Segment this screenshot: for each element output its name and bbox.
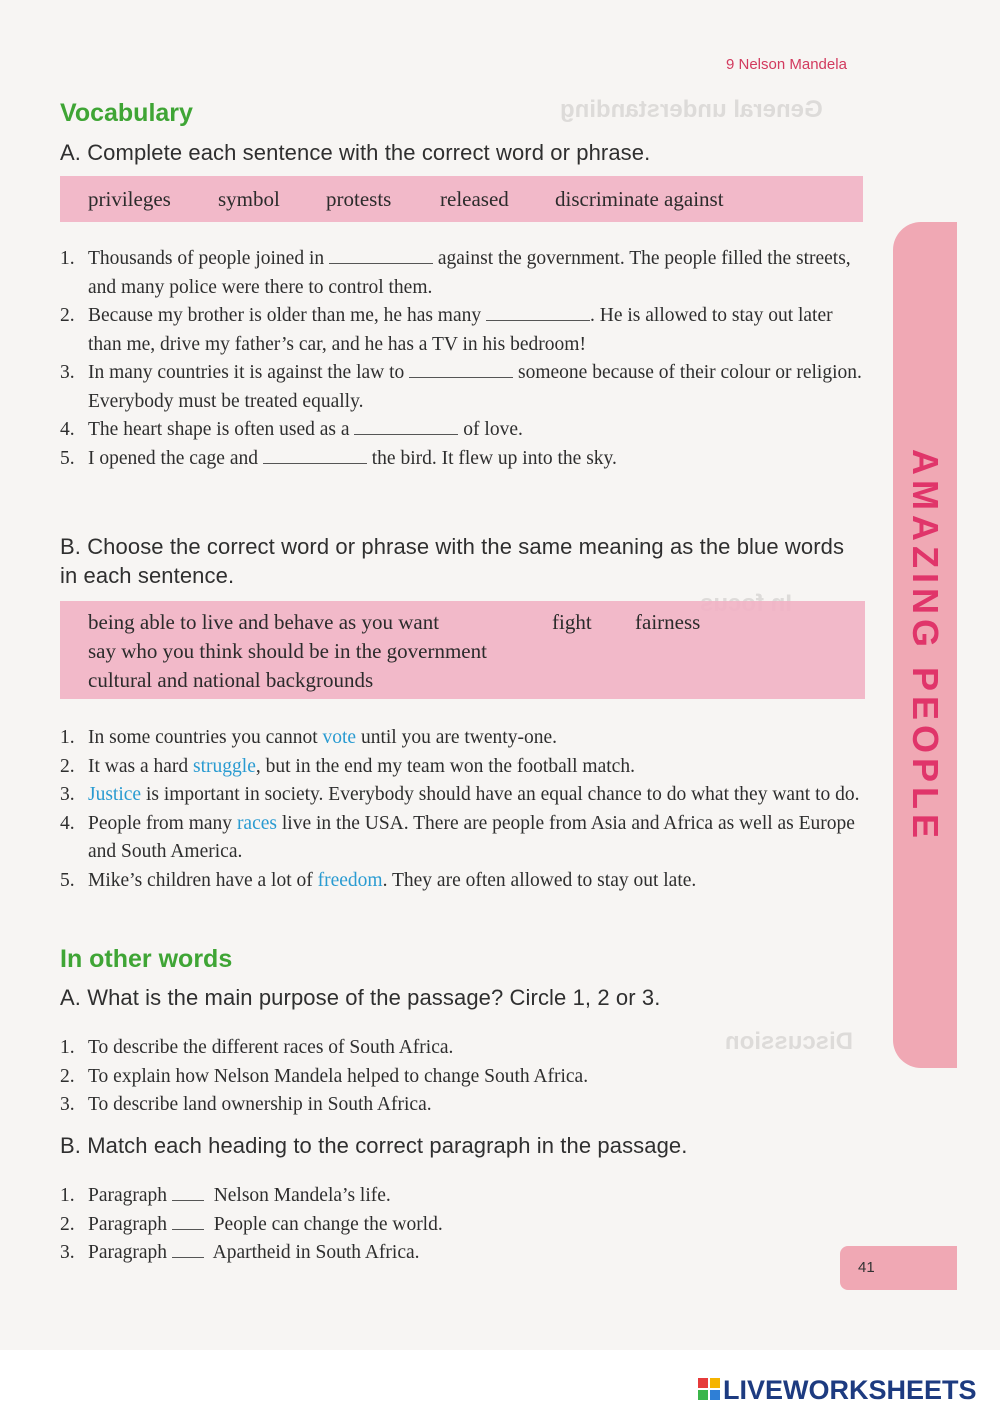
question-text: of love. <box>463 419 523 440</box>
running-head: 9 Nelson Mandela <box>726 56 847 73</box>
question-item: 4. People from many races live in the USA. There are people from Asia and Africa as well as Europe and South America. <box>60 812 855 862</box>
blue-word[interactable]: vote <box>322 727 357 748</box>
option-item: cultural and national backgrounds <box>88 668 374 692</box>
page-number: 41 <box>858 1259 875 1276</box>
other-b-instruction: B. Match each heading to the correct paragraph in the passage. <box>60 1133 688 1158</box>
bleed-through-text: Discussion <box>725 1028 854 1055</box>
vocab-a-instruction: A. Complete each sentence with the correct word or phrase. <box>60 140 651 165</box>
word-bank-item: privileges <box>88 187 171 211</box>
blue-word[interactable]: Justice <box>88 784 142 805</box>
question-item: 2. It was a hard struggle, but in the end my team won the football match. <box>60 755 635 777</box>
question-item: 3. In many countries it is against the law to someone because of their colour or religion. Everybody must be treated equally. <box>60 362 862 412</box>
question-item: 3. Justice is important in society. Everybody should have an equal chance to do what they want to do. <box>60 784 860 805</box>
question-text: Because my brother is older than me, he has many <box>88 305 482 326</box>
vocab-b-instruction: B. Choose the correct word or phrase with the same meaning as the blue words in each sentence. <box>60 534 845 588</box>
other-words-title: In other words <box>60 945 233 973</box>
liveworksheets-wordmark: LIVEWORKSHEETS <box>723 1375 977 1405</box>
purpose-options <box>60 1034 850 1120</box>
answer-blank[interactable] <box>486 319 590 321</box>
other-a-instruction: A. What is the main purpose of the passage? Circle 1, 2 or 3. <box>60 985 661 1010</box>
question-text: against the government. The people filled the streets, and many police were there to control them. <box>88 248 851 298</box>
blue-word[interactable]: freedom <box>317 869 383 891</box>
question-item: 4. The heart shape is often used as a of love. <box>60 419 523 440</box>
blue-word[interactable]: races <box>236 812 277 834</box>
purpose-option[interactable]: 1. To describe the different races of South Africa. <box>60 1037 454 1058</box>
question-text: someone because of their colour or religion. Everybody must be treated equally. <box>88 362 862 412</box>
liveworksheets-logo-icon <box>698 1378 720 1400</box>
vocab-b-list <box>60 724 866 895</box>
answer-blank[interactable] <box>409 376 513 378</box>
word-bank-item: discriminate against <box>555 187 724 211</box>
word-bank-item: released <box>440 187 509 211</box>
worksheet-page: General understanding Discussion 9 Nelson Mandela Vocabulary A. Complete each sentence with the correct word or phrase. privileges symbol protests released discriminate against 1. Thousands of people joined in against the government. The people filled the streets, and many police were there to control them. 2. Because my brother is older than me, he has many . He is allowed to stay out later than me, drive my father’s car, and he has a TV in his bedroom! 3. In many countries it is against the law to someone because of their colour or religion. Everybody must be treated equally. 4. The heart shape is often used as a of love. 5. I opened the cage and the bird. It flew up into the sky. B. Choose the correct word or phrase with the same meaning as the blue words in each sentence. being able to live and behave as you want fight fairness say who you think should be in the government cultural and national backgrounds 1. In some countries you cannot vote until you are twenty-one. 2. It was a hard struggle, but in the end my team won the football match. 3. Justice is important in society. Everybody should have an equal chance to do what they want to do. 4. People from many races live in the USA. There are people from Asia and Africa as well as Europe and South America. 5. Mike’s children have a lot of freedom. They are often allowed to stay out late. In other words A. What is the main purpose of the passage? Circle 1, 2 or 3. 1. To describe the different races of South Africa. 2. To explain how Nelson Mandela helped to change South Africa. 3. To describe land ownership in South Africa. B. Match each heading to the correct paragraph in the passage. 1. Paragraph Nelson Mandela’s life. 2. Paragraph People can change the world. 3. Paragraph Apartheid in South Africa. AMAZING PEOPLE 41 <box>0 0 1000 1350</box>
word-bank-item: symbol <box>218 187 280 211</box>
question-text: . He is allowed to stay out later than me, drive my father’s car, and he has a TV in his bedroom! <box>88 305 833 355</box>
option-item: fight <box>552 610 592 634</box>
vocabulary-title: Vocabulary <box>60 99 193 127</box>
option-item: fairness <box>635 610 701 634</box>
answer-blank[interactable] <box>354 433 458 435</box>
question-item: 1. Thousands of people joined in against the government. The people filled the streets, and many police were there to control them. <box>60 248 851 298</box>
option-item: being able to live and behave as you want <box>88 610 440 634</box>
bleed-through-text: General understanding <box>560 96 823 123</box>
question-item: 2. Because my brother is older than me, he has many . He is allowed to stay out later than me, drive my father’s car, and he has a TV in his bedroom! <box>60 305 833 355</box>
match-item: 3. Paragraph Apartheid in South Africa. <box>60 1242 420 1263</box>
question-item: 1. In some countries you cannot vote until you are twenty-one. <box>60 727 557 748</box>
question-item: 5. Mike’s children have a lot of freedom. They are often allowed to stay out late. <box>60 869 697 891</box>
question-text: In many countries it is against the law to <box>88 362 405 383</box>
question-item: 5. I opened the cage and the bird. It flew up into the sky. <box>60 447 617 469</box>
blue-word[interactable]: struggle <box>193 755 256 777</box>
question-text: The heart shape is often used as a <box>88 419 350 440</box>
purpose-option[interactable]: 3. To describe land ownership in South Africa. <box>60 1094 432 1115</box>
paragraph-number-blank[interactable] <box>172 1256 204 1258</box>
question-text: Thousands of people joined in <box>88 248 325 269</box>
purpose-option[interactable]: 2. To explain how Nelson Mandela helped to change South Africa. <box>60 1065 589 1087</box>
heading-match-list <box>60 1182 850 1268</box>
question-text: the bird. It flew up into the sky. <box>371 447 617 469</box>
vocab-a-list <box>60 245 866 473</box>
word-bank-item: protests <box>326 187 392 211</box>
word-bank <box>88 187 808 215</box>
match-item: 2. Paragraph People can change the world. <box>60 1213 443 1235</box>
answer-blank[interactable] <box>329 262 433 264</box>
match-item: 1. Paragraph Nelson Mandela’s life. <box>60 1185 391 1206</box>
question-text: I opened the cage and <box>88 447 258 469</box>
answer-blank[interactable] <box>263 462 367 464</box>
option-item: say who you think should be in the government <box>88 639 487 663</box>
paragraph-number-blank[interactable] <box>172 1228 204 1230</box>
paragraph-number-blank[interactable] <box>172 1199 204 1201</box>
options-box <box>88 608 848 698</box>
